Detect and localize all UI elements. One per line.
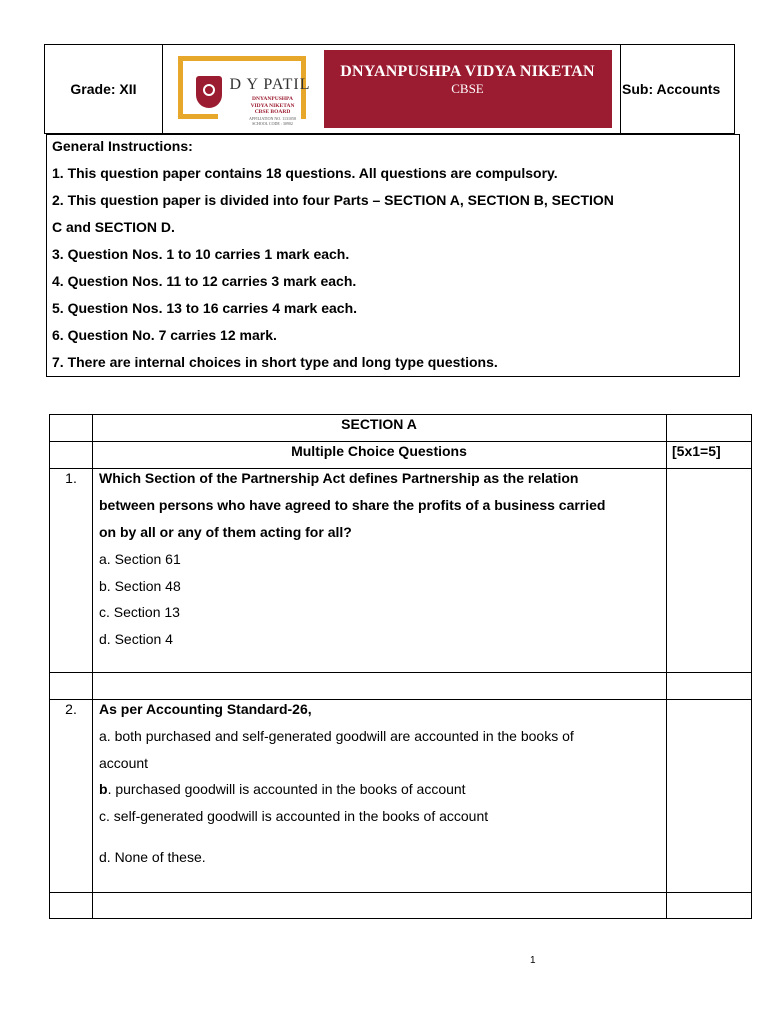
instruction-line: 3. Question Nos. 1 to 10 carries 1 mark each. <box>52 246 350 262</box>
question-row <box>49 468 752 673</box>
brand-subtitle: DNYANPUSHPA VIDYA NIKETAN CBSE BOARD <box>250 96 295 115</box>
instruction-line: 5. Question Nos. 13 to 16 carries 4 mark each. <box>52 300 358 316</box>
blank-row <box>49 892 752 919</box>
option: a. both purchased and self-generated goodwill are accounted in the books of <box>99 728 574 744</box>
question-number: 1. <box>65 470 77 486</box>
instructions-title: General Instructions: <box>52 138 193 154</box>
option: d. None of these. <box>99 849 206 865</box>
header-table <box>44 44 735 134</box>
option: b. Section 48 <box>99 577 181 594</box>
option: a. Section 61 <box>99 551 181 567</box>
school-logo-cell <box>163 45 621 133</box>
instruction-line: C and SECTION D. <box>52 219 175 235</box>
dy-patil-emblem <box>172 50 324 128</box>
brand-fineprint: AFFILIATION NO. 1131058 SCHOOL CODE : 30902 <box>248 116 297 126</box>
shield-icon <box>196 76 222 108</box>
option: account <box>99 754 149 771</box>
question-body <box>99 470 659 657</box>
question-stem: on by all or any of them acting for all? <box>99 524 352 540</box>
instruction-line: 7. There are internal choices in short type and long type questions. <box>52 354 498 370</box>
section-marks: [5x1=5] <box>672 443 721 459</box>
school-name: DNYANPUSHPA VIDYA NIKETAN <box>340 63 595 80</box>
subject-label: Sub: Accounts <box>622 81 721 97</box>
question-stem: Which Section of the Partnership Act defines Partnership as the relation <box>99 470 579 486</box>
section-title: SECTION A <box>341 416 417 432</box>
section-subtitle: Multiple Choice Questions <box>291 443 467 459</box>
question-row <box>49 699 752 893</box>
question-body <box>99 701 659 876</box>
school-board: CBSE <box>451 81 484 96</box>
section-title-row <box>49 414 752 442</box>
instruction-line: 4. Question Nos. 11 to 12 carries 3 mark each. <box>52 273 357 289</box>
school-logo <box>172 50 612 128</box>
question-stem: As per Accounting Standard-26, <box>99 701 312 717</box>
blank-row <box>49 672 752 700</box>
question-stem: between persons who have agreed to share the profits of a business carried <box>99 497 606 513</box>
instruction-line: 1. This question paper contains 18 questions. All questions are compulsory. <box>52 165 558 181</box>
option: c. self-generated goodwill is accounted in the books of account <box>99 807 489 824</box>
instruction-line: 2. This question paper is divided into four Parts – SECTION A, SECTION B, SECTION <box>52 192 614 208</box>
brand-name: D Y PATIL <box>229 76 311 93</box>
grade-label: Grade: XII <box>45 45 163 133</box>
option: d. Section 4 <box>99 630 173 647</box>
page-number: 1 <box>530 955 536 966</box>
general-instructions <box>46 134 740 377</box>
section-subtitle-row <box>49 441 752 469</box>
question-number: 2. <box>65 701 77 717</box>
option: b. purchased goodwill is accounted in the books of account <box>99 781 466 797</box>
option: c. Section 13 <box>99 604 180 620</box>
school-banner <box>324 50 612 128</box>
instruction-line: 6. Question No. 7 carries 12 mark. <box>52 327 277 343</box>
